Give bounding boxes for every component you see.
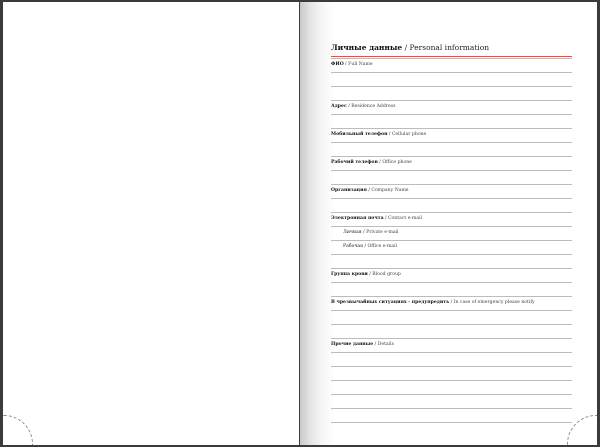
ruled-line bbox=[331, 170, 572, 171]
label-en: Full Name bbox=[348, 62, 373, 67]
title-separator: / bbox=[402, 43, 410, 52]
field-blood-group bbox=[331, 272, 401, 277]
label-separator: / bbox=[363, 244, 368, 249]
label-ru: Адрес bbox=[331, 104, 347, 109]
label-separator: / bbox=[343, 62, 349, 67]
field-details bbox=[331, 342, 394, 347]
label-separator: / bbox=[361, 230, 367, 235]
ruled-line bbox=[331, 128, 572, 129]
label-separator: / bbox=[366, 188, 372, 193]
field-emergency-contact bbox=[331, 300, 535, 305]
label-ru: Рабочий телефон bbox=[331, 160, 378, 165]
label-ru: Организация bbox=[331, 188, 367, 193]
title-english: Personal information bbox=[409, 43, 490, 52]
ruled-line bbox=[331, 142, 572, 143]
field-office-phone bbox=[331, 160, 412, 165]
field-contact-email bbox=[331, 216, 422, 221]
label-separator: / bbox=[387, 132, 392, 137]
field-company-name bbox=[331, 188, 409, 193]
label-ru: Мобильный телефон bbox=[331, 132, 388, 137]
ruled-line bbox=[331, 184, 572, 185]
label-en: Residence Address bbox=[351, 104, 396, 109]
ruled-line bbox=[331, 282, 572, 283]
label-en: Office phone bbox=[382, 160, 412, 165]
ruled-line bbox=[331, 310, 572, 311]
ruled-line bbox=[331, 422, 572, 423]
page-title bbox=[331, 35, 572, 57]
ruled-line bbox=[331, 86, 572, 87]
label-ru: Рабочая bbox=[343, 244, 364, 249]
corner-cut-guide bbox=[3, 415, 33, 445]
label-ru: В чрезвычайных ситуациях - предупредить bbox=[331, 300, 450, 305]
ruled-line bbox=[331, 296, 572, 297]
label-en: Cellular phone bbox=[391, 132, 427, 137]
label-en: Company Name bbox=[371, 188, 409, 193]
ruled-line bbox=[331, 268, 572, 269]
ruled-line bbox=[331, 114, 572, 115]
label-en: Private e-mail bbox=[366, 230, 399, 235]
right-page bbox=[300, 2, 597, 445]
ruled-line bbox=[331, 352, 572, 353]
ruled-line bbox=[331, 72, 572, 73]
label-separator: / bbox=[383, 216, 389, 221]
ruled-line bbox=[331, 198, 572, 199]
label-separator: / bbox=[346, 104, 352, 109]
label-en: In case of emergency please notify bbox=[453, 300, 535, 305]
label-ru: Личная bbox=[343, 230, 362, 235]
ruled-line bbox=[331, 366, 572, 367]
label-separator: / bbox=[367, 272, 373, 277]
label-ru: ФИО bbox=[331, 62, 344, 67]
label-en: Details bbox=[377, 342, 394, 347]
left-page bbox=[3, 2, 299, 445]
field-full-name bbox=[331, 62, 373, 67]
ruled-line bbox=[331, 212, 572, 213]
label-separator: / bbox=[449, 300, 454, 305]
label-en: Blood group bbox=[372, 272, 401, 277]
label-en: Office e-mail bbox=[367, 244, 398, 249]
ruled-line bbox=[331, 100, 572, 101]
label-en: Contact e-mail bbox=[388, 216, 423, 221]
label-ru: Электронная почта bbox=[331, 216, 384, 221]
corner-cut-guide bbox=[567, 415, 597, 445]
label-ru: Прочие данные bbox=[331, 342, 374, 347]
field-mobile-phone bbox=[331, 132, 426, 137]
ruled-line bbox=[331, 58, 572, 59]
field-private-email bbox=[343, 230, 399, 235]
field-office-email bbox=[343, 244, 397, 249]
ruled-line bbox=[331, 240, 572, 241]
title-russian: Личные данные bbox=[331, 43, 403, 52]
label-ru: Группа крови bbox=[331, 272, 368, 277]
ruled-line bbox=[331, 380, 572, 381]
ruled-line bbox=[331, 324, 572, 325]
label-separator: / bbox=[377, 160, 383, 165]
ruled-line bbox=[331, 156, 572, 157]
label-separator: / bbox=[373, 342, 378, 347]
ruled-line bbox=[331, 226, 572, 227]
ruled-line bbox=[331, 338, 572, 339]
ruled-line bbox=[331, 408, 572, 409]
ruled-line bbox=[331, 254, 572, 255]
field-address bbox=[331, 104, 395, 109]
ruled-line bbox=[331, 394, 572, 395]
